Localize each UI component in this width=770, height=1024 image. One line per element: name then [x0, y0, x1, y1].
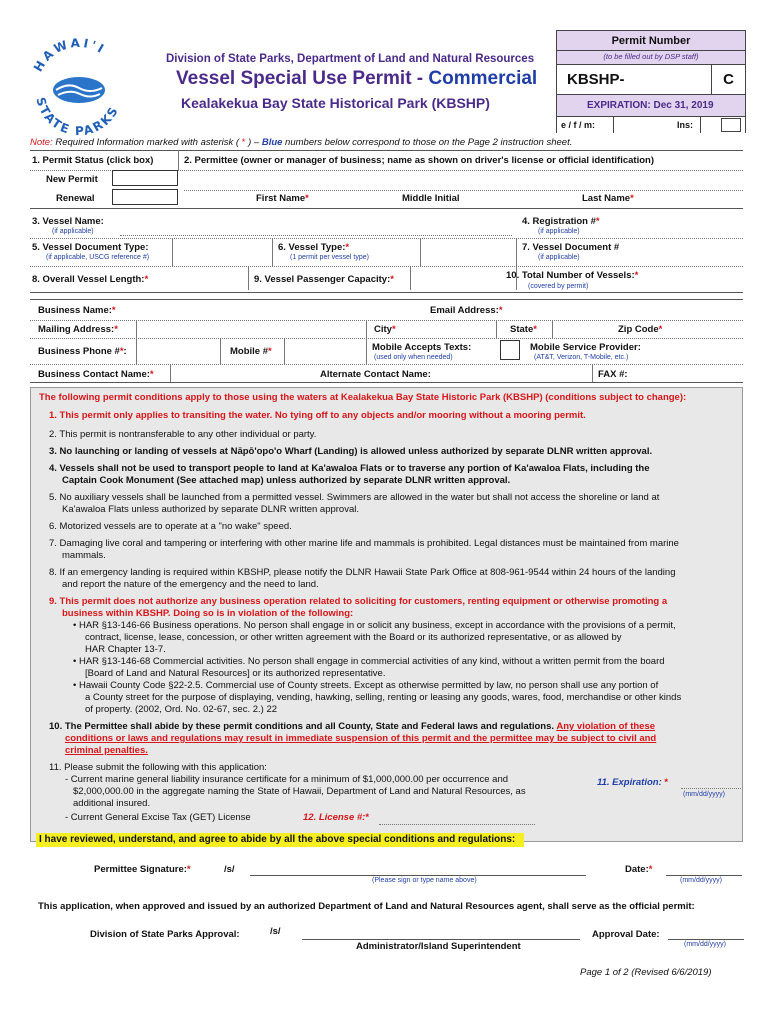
passenger-capacity-label: 9. Vessel Passenger Capacity:* [254, 274, 394, 285]
condition-3: 3. No launching or landing of vessels at Nāpō'opo'o Wharf (Landing) is allowed unless authorized by separate DLNR written approval. [49, 446, 653, 457]
approval-date-line[interactable] [668, 939, 744, 940]
permit-suffix: C [711, 65, 745, 95]
get-license-line: - Current General Excise Tax (GET) License [65, 812, 251, 823]
renewal-label: Renewal [56, 193, 95, 204]
mobile-texts-sub: (used only when needed) [374, 354, 453, 361]
business-phone-text: Business Phone # [38, 346, 120, 357]
note-text-1: Required Information marked with asterisk ( [52, 137, 242, 148]
divider [592, 364, 593, 382]
page-title [176, 68, 537, 90]
note-blue: Blue [261, 137, 283, 148]
permittee-sig-text: Permittee Signature: [94, 864, 187, 875]
divider [136, 338, 137, 364]
business-phone-label: Business Phone #*: [38, 346, 127, 357]
signature-hint: (Please sign or type name above) [372, 877, 477, 884]
condition-7b: mammals. [62, 550, 106, 561]
divider [420, 238, 421, 266]
divider [30, 208, 743, 209]
divider [552, 320, 553, 338]
insurance-line-3: additional insured. [73, 798, 151, 809]
date-line[interactable] [666, 875, 742, 876]
condition-9a: 9. This permit does not authorize any business operation related to soliciting for customers, renting equipment or otherwise promoting a [49, 596, 668, 607]
date-hint: (mm/dd/yyyy) [680, 877, 722, 884]
ins-field[interactable] [721, 118, 741, 132]
vessel-type-text: 6. Vessel Type: [278, 242, 346, 253]
registration-text: 4. Registration # [522, 216, 596, 227]
permit-number-subtitle: (to be filled out by DSP staff) [557, 51, 745, 65]
license-text: 12. License #: [303, 812, 366, 823]
business-name-text: Business Name: [38, 305, 112, 316]
condition-4a: 4. Vessels shall not be used to transport people to land at Ka'awaloa Flats or to traverse any portion of Ka'awaloa Flats, including the [49, 463, 650, 474]
ins-label: Ins: [677, 120, 694, 130]
divider [272, 238, 273, 266]
mobile-texts-label: Mobile Accepts Texts: [372, 342, 472, 353]
email-text: Email Address: [430, 305, 499, 316]
divider [366, 320, 367, 338]
efm-label: e / f / m: [561, 120, 596, 130]
business-contact-label: Business Contact Name:* [38, 369, 154, 380]
division-heading: Division of State Parks, Department of Land and Natural Resources [166, 53, 535, 65]
condition-10-violation: Any violation of these [556, 721, 656, 732]
date-text: Date: [625, 864, 649, 875]
mobile-provider-label: Mobile Service Provider: [530, 342, 641, 353]
vessel-doc-num-label: 7. Vessel Document # [522, 242, 620, 253]
city-label: City* [374, 324, 396, 335]
svg-text:STATE PARKS: STATE PARKS [33, 95, 122, 139]
overall-length-text: 8. Overall Vessel Length: [32, 274, 145, 285]
mailing-address-text: Mailing Address: [38, 324, 115, 335]
approval-date-label: Approval Date: [592, 929, 660, 940]
approval-label: Division of State Parks Approval: [90, 929, 240, 940]
new-permit-checkbox[interactable] [112, 170, 178, 186]
fax-label: FAX #: [598, 369, 628, 380]
divider [30, 292, 743, 293]
divider [284, 338, 285, 364]
new-permit-label: New Permit [46, 174, 98, 185]
mailing-address-label: Mailing Address:* [38, 324, 118, 335]
official-permit-statement: This application, when approved and issued by an authorized Department of Land and Natural Resources agent, shall serve as the official permit: [38, 901, 695, 912]
first-name-text: First Name [256, 193, 306, 204]
divider [220, 338, 221, 364]
county-code-b: a County street for the purpose of displaying, vending, hawking, selling, renting or leasing any goods, wares, food, merchandise or other kinds [85, 692, 682, 703]
permit-number-field[interactable] [557, 65, 745, 95]
state-label: State* [510, 324, 537, 335]
permit-status-label: 1. Permit Status (click box) [32, 155, 154, 166]
last-name-label: Last Name* [582, 193, 634, 204]
divider [248, 266, 249, 290]
divider [30, 238, 743, 239]
divider [178, 150, 179, 170]
permittee-label: 2. Permittee (owner or manager of business; name as shown on driver's license or official identification) [184, 155, 654, 166]
total-vessels-label: 10. Total Number of Vessels:* [506, 270, 639, 281]
expiration-label: 11. Expiration: * [597, 777, 669, 788]
vessel-name-label: 3. Vessel Name: [32, 216, 104, 227]
condition-8b: and report the nature of the emergency and the need to land. [62, 579, 319, 590]
vessel-type-sub: (1 permit per vessel type) [290, 254, 369, 261]
signature-mark: /s/ [224, 864, 235, 875]
permit-conditions [30, 387, 743, 842]
zip-label: Zip Code* [618, 324, 663, 335]
har-66-a: • HAR §13-146-66 Business operations. No person shall engage in or solicit any business, except in accordance with the provisions of a permit, [73, 620, 676, 631]
divider [30, 150, 743, 151]
permittee-signature-line[interactable] [250, 875, 586, 876]
email-label: Email Address:* [430, 305, 503, 316]
divider [30, 364, 743, 365]
divider [172, 238, 173, 266]
vessel-type-label: 6. Vessel Type:* [278, 242, 350, 253]
divider [366, 338, 367, 364]
mobile-label: Mobile #* [230, 346, 272, 357]
required-note [30, 137, 572, 148]
total-vessels-sub: (covered by permit) [528, 283, 589, 290]
name-line[interactable] [184, 190, 743, 191]
license-label: 12. License #:* [303, 812, 370, 823]
condition-6: 6. Motorized vessels are to operate at a "no wake" speed. [49, 521, 292, 532]
date-label: Date:* [625, 864, 653, 875]
hawaii-state-parks-logo [24, 30, 134, 140]
har-66-c: HAR Chapter 13-7. [85, 644, 166, 655]
note-prefix: Note: [30, 137, 53, 148]
note-text-3: numbers below correspond to those on the Page 2 instruction sheet. [282, 137, 573, 148]
divider [136, 320, 137, 338]
divider [30, 299, 743, 300]
divider [496, 320, 497, 338]
har-68-b: [Board of Land and Natural Resources] or its authorized representative. [85, 668, 386, 679]
mobile-provider-sub: (AT&T, Verizon, T-Mobile, etc.) [534, 354, 629, 361]
insurance-line-2: $2,000,000.00 in the aggregate naming the State of Hawaii, Department of Land and Natural Resources, as [73, 786, 526, 797]
divider [30, 382, 743, 383]
permit-prefix: KBSHP- [567, 71, 625, 88]
condition-2: 2. This permit is nontransferable to any other individual or party. [49, 429, 317, 440]
permit-number-box [556, 30, 746, 133]
approval-signature-line[interactable] [302, 939, 580, 940]
condition-1: 1. This permit only applies to transiting the water. No tying off to any objects and/or mooring without a mooring permit. [49, 410, 586, 421]
expiration-hint: (mm/dd/yyyy) [683, 791, 725, 798]
park-name: Kealakekua Bay State Historical Park (KBSHP) [181, 95, 490, 111]
permit-number-title: Permit Number [557, 31, 745, 51]
title-accent: Commercial [428, 68, 538, 89]
note-star: * [241, 137, 246, 148]
note-text-2: ) – [245, 137, 262, 148]
permit-efm-row [557, 117, 745, 134]
vessel-doc-num-sub: (if applicable) [538, 254, 580, 261]
insurance-line-1: - Current marine general liability insurance certificate for a minimum of $1,000,000.00 per occurrence and [65, 774, 509, 785]
last-name-text: Last Name [582, 193, 631, 204]
condition-8a: 8. If an emergency landing is required within KBSHP, please notify the DLNR Hawaii State Park Office at 808-961-9544 within 24 hours of the landing [49, 567, 676, 578]
alternate-contact-label: Alternate Contact Name: [320, 369, 431, 380]
condition-10-text: 10. The Permittee shall abide by these permit conditions and all County, State and Federal laws and regulations. [49, 721, 555, 732]
approval-signature-mark: /s/ [270, 926, 281, 937]
zip-text: Zip Code [618, 324, 659, 335]
vessel-name-field[interactable] [120, 235, 512, 236]
administrator-label: Administrator/Island Superintendent [356, 941, 521, 952]
divider [170, 364, 171, 382]
divider [30, 266, 743, 267]
condition-10b: conditions or laws and regulations may result in immediate suspension of this permit and the permittee may be subject to civil and [65, 733, 657, 744]
passenger-capacity-text: 9. Vessel Passenger Capacity: [254, 274, 391, 285]
vessel-doc-type-label: 5. Vessel Document Type: [32, 242, 149, 253]
mobile-text: Mobile # [230, 346, 269, 357]
registration-sub: (if applicable) [538, 228, 580, 235]
business-name-label: Business Name:* [38, 305, 116, 316]
permit-expiration: EXPIRATION: Dec 31, 2019 [557, 95, 745, 117]
expiration-text: 11. Expiration: [597, 777, 662, 788]
middle-initial-label: Middle Initial [402, 193, 460, 204]
approval-date-hint: (mm/dd/yyyy) [684, 941, 726, 948]
vessel-doc-type-sub: (if applicable, USCG reference #) [46, 254, 150, 261]
har-66-b: contract, license, lease, concession, or other written agreement with the Board or its authorized representative, or as allowed by [85, 632, 622, 643]
condition-4b: Captain Cook Monument (See attached map) unless authorized by separate DLNR written approval. [62, 475, 511, 486]
total-vessels-text: 10. Total Number of Vessels: [506, 270, 635, 281]
condition-5b: Ka'awaloa Flats unless authorized by separate DLNR written approval. [62, 504, 359, 515]
first-name-label: First Name* [256, 193, 309, 204]
condition-9b: business within KBSHP. Doing so is in violation of the following: [62, 608, 354, 619]
city-text: City [374, 324, 392, 335]
condition-5a: 5. No auxiliary vessels shall be launched from a permitted vessel. Swimmers are allowed in the water but shall not access the shoreline or land at [49, 492, 660, 503]
condition-10a [49, 721, 655, 733]
vessel-name-sub: (if applicable) [52, 228, 94, 235]
har-68-a: • HAR §13-146-68 Commercial activities. No person shall engage in commercial activities of any kind, without a written permit from the board [73, 656, 665, 667]
license-field[interactable] [379, 824, 535, 825]
permittee-signature-label: Permittee Signature:* [94, 864, 191, 875]
mobile-texts-checkbox[interactable] [500, 340, 520, 360]
county-code-a: • Hawaii County Code §22-2.5. Commercial use of County streets. Except as otherwise permitted by law, no person shall use any portion of [73, 680, 659, 691]
acknowledgement: I have reviewed, understand, and agree to abide by all the above special conditions and regulations: [36, 833, 524, 847]
page-footer: Page 1 of 2 (Revised 6/6/2019) [580, 967, 712, 978]
divider [410, 266, 411, 290]
renewal-checkbox[interactable] [112, 189, 178, 205]
overall-length-label: 8. Overall Vessel Length:* [32, 274, 149, 285]
state-text: State [510, 324, 534, 335]
expiration-field[interactable] [681, 788, 741, 789]
divider [516, 238, 517, 290]
business-contact-text: Business Contact Name: [38, 369, 150, 380]
condition-11: 11. Please submit the following with this application: [49, 762, 267, 773]
county-code-c: of property. (2002, Ord. No. 02-67, sec. 2.) 22 [85, 704, 278, 715]
svg-text:HAWAI'I: HAWAI'I [30, 35, 109, 75]
conditions-intro: The following permit conditions apply to those using the waters at Kealakekua Bay State Historic Park (KBSHP) (conditions subject to change): [39, 392, 687, 403]
registration-label: 4. Registration #* [522, 216, 600, 227]
condition-7a: 7. Damaging live coral and tampering or interfering with other marine life and mammals is prohibited. Legal distances must be maintained from marine [49, 538, 679, 549]
title-main: Vessel Special Use Permit - [176, 68, 429, 89]
condition-10c: criminal penalties. [65, 745, 148, 756]
